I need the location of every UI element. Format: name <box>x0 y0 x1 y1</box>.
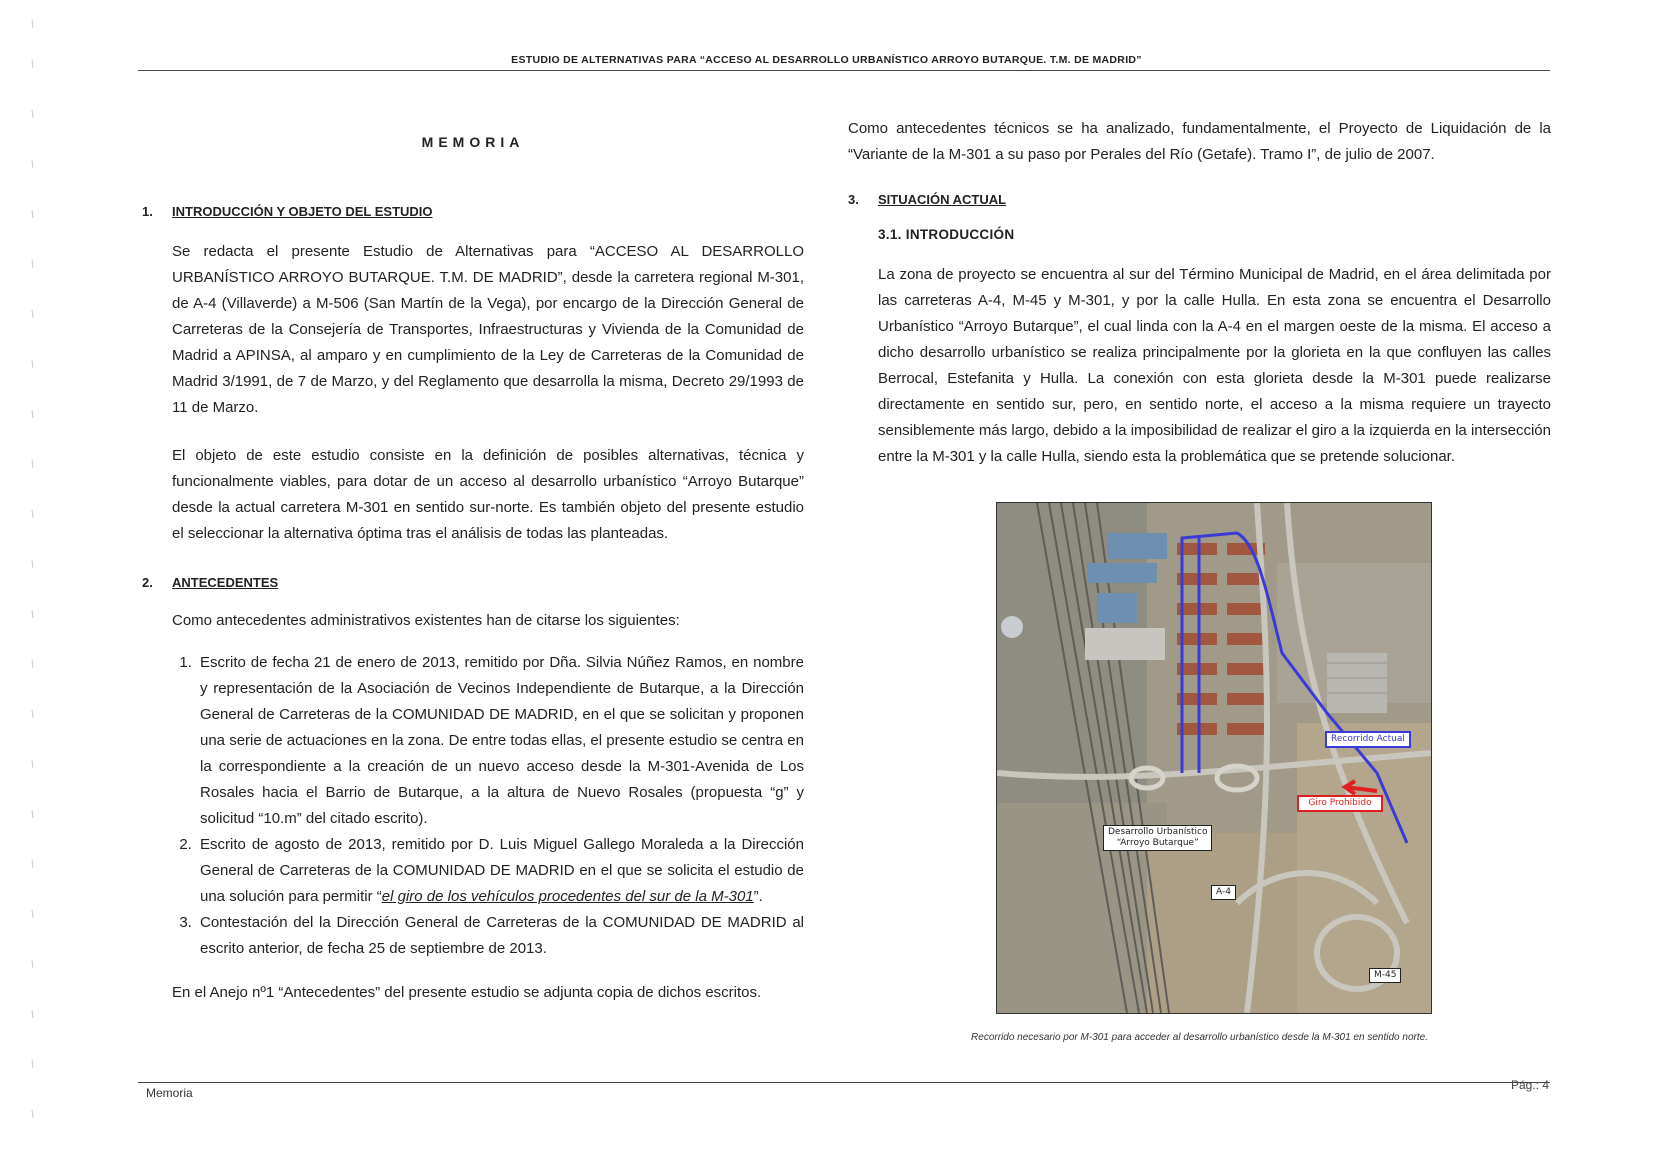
page-number: Pág.: 4 <box>1510 1078 1549 1092</box>
antecedentes-list <box>142 650 804 962</box>
section-1-number: 1. <box>142 204 153 219</box>
left-column <box>142 120 804 1006</box>
footer-section-name: Memoria <box>146 1086 193 1100</box>
technical-antecedents-paragraph: Como antecedentes técnicos se ha analizado, fundamentalmente, el Proyecto de Liquidación de la “Variante de la M-301 a su paso por Perales del Río (Getafe). Tramo I”, de julio de 2007. <box>848 120 1551 163</box>
scan-margin-marks <box>30 0 36 1169</box>
section-3-1-heading: 3.1. INTRODUCCIÓN <box>878 227 1015 242</box>
right-column <box>848 116 1551 1043</box>
figure-caption: Recorrido necesario por M-301 para acceder al desarrollo urbanístico desde la M-301 en sentido norte. <box>971 1032 1428 1043</box>
list-item <box>196 650 804 832</box>
section-3-heading <box>848 192 1551 207</box>
m45-road-label: M-45 <box>1369 968 1401 983</box>
section-2-intro: Como antecedentes administrativos existentes han de citarse los siguientes: <box>172 612 680 629</box>
list-item-text: Escrito de agosto de 2013, remitido por D. Luis Miguel Gallego Moraleda a la Dirección General de Carreteras de la COMUNIDAD DE MADRID en el que se solicita el estudio de una solución para permitir “ <box>200 836 804 905</box>
section-1-paragraph-1: Se redacta el presente Estudio de Alternativas para “ACCESO AL DESARROLLO URBANÍSTICO ARROYO BUTARQUE. T.M. DE MADRID”, desde la carretera regional M-301, de A-4 (Villaverde) a M-506 (San Martín de la Vega), por encargo de la Dirección General de Carreteras de la Consejería de Transportes, Infraestructuras y Vivienda de la Comunidad de Madrid a APINSA, al amparo y en cumplimiento de la Ley de Carreteras de la Comunidad de Madrid 3/1991, de 7 de Marzo, y del Reglamento que desarrolla la misma, Decreto 29/1993 de 11 de Marzo. <box>172 243 804 416</box>
a4-road-label: A-4 <box>1211 885 1236 900</box>
footer-rule <box>138 1082 1550 1083</box>
section-1-heading <box>142 204 804 219</box>
list-item <box>196 832 804 910</box>
memoria-title: MEMORIA <box>421 134 525 150</box>
development-label <box>1103 825 1212 851</box>
list-item-text: Escrito de fecha 21 de enero de 2013, remitido por Dña. Silvia Núñez Ramos, en nombre y representación de la Asociación de Vecinos Independiente de Butarque, a la Dirección General de Carreteras de la COMUNIDAD DE MADRID, en el que se solicitan y proponen una serie de actuaciones en la zona. De entre todas ellas, el presente estudio se centra en la correspondiente a la creación de un nuevo acceso desde la M-301-Avenida de Los Rosales hacia el Barrio de Butarque, a la altura de Nuevo Rosales (propuesta “g” y solicitud “10.m” del citado escrito). <box>200 654 804 827</box>
aerial-photo <box>997 503 1431 1013</box>
list-item-text-end: ”. <box>753 888 763 905</box>
current-route-label: Recorrido Actual <box>1325 731 1411 748</box>
section-1-title: INTRODUCCIÓN Y OBJETO DEL ESTUDIO <box>172 204 433 219</box>
section-2-closing: En el Anejo nº1 “Antecedentes” del presente estudio se adjunta copia de dichos escritos. <box>172 984 762 1001</box>
section-2-heading <box>142 575 804 590</box>
section-2-title: ANTECEDENTES <box>172 575 279 590</box>
development-label-line-2: “Arroyo Butarque” <box>1116 838 1199 848</box>
list-item <box>196 910 804 962</box>
prohibited-turn-label: Giro Prohibido <box>1297 795 1383 812</box>
quoted-request: el giro de los vehículos procedentes del sur de la M-301 <box>381 888 754 905</box>
development-label-line-1: Desarrollo Urbanístico <box>1108 827 1208 837</box>
section-3-number: 3. <box>848 192 859 207</box>
section-2-number: 2. <box>142 575 153 590</box>
section-1-paragraph-2: El objeto de este estudio consiste en la definición de posibles alternativas, técnica y funcionalmente viables, para dotar de un acceso al desarrollo urbanístico “Arroyo Butarque” desde la actual carretera M-301 en sentido sur-norte. Es también objeto del presente estudio el seleccionar la alternativa óptima tras el análisis de todas las planteadas. <box>172 447 804 542</box>
section-3-paragraph: La zona de proyecto se encuentra al sur del Término Municipal de Madrid, en el área delimitada por las carreteras A-4, M-45 y M-301, y por la calle Hulla. En esta zona se encuentra el Desarrollo Urbanístico “Arroyo Butarque”, el cual linda con la A-4 en el margen oeste de la misma. El acceso a dicho desarrollo urbanístico se realiza principalmente por la glorieta en la que confluyen las calles Berrocal, Estefanita y Hulla. La conexión con esta glorieta desde la M-301 puede realizarse directamente en sentido sur, pero, en sentido norte, el acceso a la misma requiere un trayecto sensiblemente más largo, debido a la imposibilidad de realizar el giro a la izquierda en la intersección entre la M-301 y la calle Hulla, siendo esta la problemática que se pretende solucionar. <box>878 266 1551 465</box>
header-rule <box>138 70 1550 71</box>
aerial-photo-figure <box>996 502 1432 1014</box>
running-header: ESTUDIO DE ALTERNATIVAS PARA “ACCESO AL DESARROLLO URBANÍSTICO ARROYO BUTARQUE. T.M. DE MADRID” <box>511 54 1142 66</box>
section-3-title: SITUACIÓN ACTUAL <box>878 192 1007 207</box>
list-item-text: Contestación del la Dirección General de Carreteras de la COMUNIDAD DE MADRID al escrito anterior, de fecha 25 de septiembre de 2013. <box>200 914 804 957</box>
